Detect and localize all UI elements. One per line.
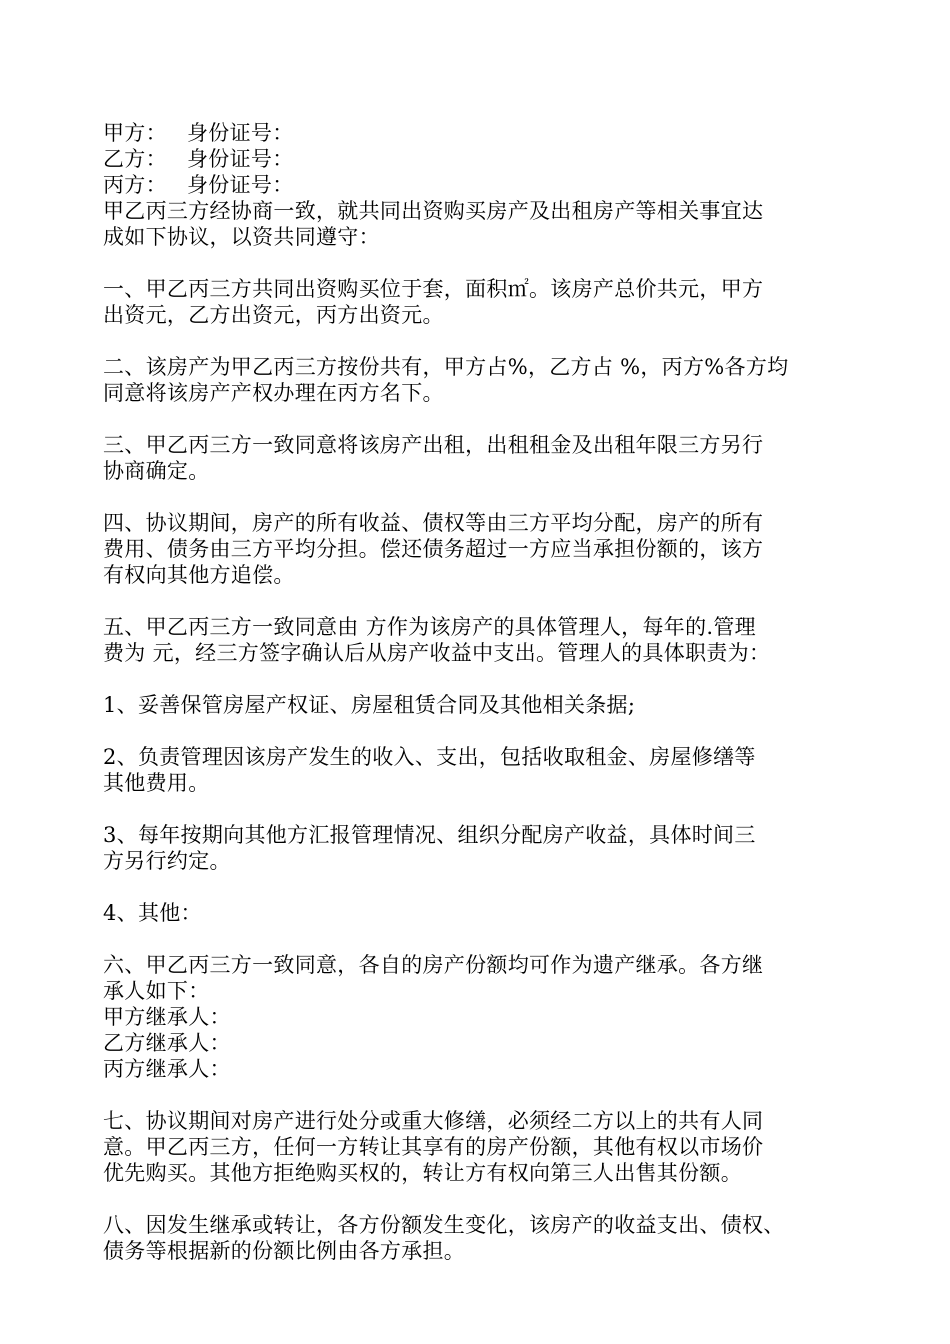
text-line: 2、负责管理因该房产发生的收入、支出，包括收取租金、房屋修缮等 — [103, 745, 756, 769]
text-line: 八、因发生继承或转让，各方份额发生变化，该房产的收益支出、债权、 — [103, 1213, 785, 1237]
party-label: 丙方： — [103, 173, 167, 197]
text-line: 二、该房产为甲乙丙三方按份共有，甲方占%，乙方占 %，丙方%各方均 — [103, 355, 789, 379]
text-line: 三、甲乙丙三方一致同意将该房产出租，出租租金及出租年限三方另行 — [103, 433, 764, 457]
text-line: 费为 元，经三方签字确认后从房产收益中支出。管理人的具体职责为： — [103, 641, 771, 665]
text-line: 承人如下： — [103, 979, 210, 1003]
text-line: 七、协议期间对房产进行处分或重大修缮，必须经二方以上的共有人同 — [103, 1109, 764, 1133]
text-line: 六、甲乙丙三方一致同意，各自的房产份额均可作为遗产继承。各方继 — [103, 953, 764, 977]
text-line: 有权向其他方追偿。 — [103, 563, 295, 587]
heir-line: 丙方继承人： — [103, 1057, 231, 1081]
clause-2 — [103, 354, 863, 406]
duty-1 — [103, 692, 863, 718]
intro-paragraph — [103, 198, 863, 250]
clause-4 — [103, 510, 863, 588]
party-label: 甲方： — [103, 121, 167, 145]
clause-8 — [103, 1212, 863, 1264]
text-line: 同意将该房产产权办理在丙方名下。 — [103, 381, 444, 405]
clause-7 — [103, 1108, 863, 1186]
party-row — [103, 172, 863, 198]
text-line: 4、其他： — [103, 901, 202, 925]
text-line: 方另行约定。 — [103, 849, 231, 873]
party-row — [103, 146, 863, 172]
text-line: 一、甲乙丙三方共同出资购买位于套，面积㎡。该房产总价共元，甲方 — [103, 277, 764, 301]
heir-line: 甲方继承人： — [103, 1005, 231, 1029]
heir-line: 乙方继承人： — [103, 1031, 231, 1055]
text-line: 四、协议期间，房产的所有收益、债权等由三方平均分配，房产的所有 — [103, 511, 764, 535]
text-line: 出资元，乙方出资元，丙方出资元。 — [103, 303, 444, 327]
party-label: 乙方： — [103, 147, 167, 171]
text-line: 1、妥善保管房屋产权证、房屋租赁合同及其他相关条据; — [103, 693, 636, 717]
text-line: 费用、债务由三方平均分担。偿还债务超过一方应当承担份额的，该方 — [103, 537, 764, 561]
clause-6 — [103, 952, 863, 1082]
clause-5 — [103, 614, 863, 666]
text-line: 协商确定。 — [103, 459, 210, 483]
id-number-label: 身份证号： — [187, 173, 294, 197]
text-line: 3、每年按期向其他方汇报管理情况、组织分配房产收益，具体时间三 — [103, 823, 756, 847]
contract-document — [103, 120, 863, 1264]
text-line: 五、甲乙丙三方一致同意由 方作为该房产的具体管理人，每年的.管理 — [103, 615, 756, 639]
text-line: 其他费用。 — [103, 771, 210, 795]
duty-3 — [103, 822, 863, 874]
id-number-label: 身份证号： — [187, 121, 294, 145]
id-number-label: 身份证号： — [187, 147, 294, 171]
party-row — [103, 120, 863, 146]
text-line: 成如下协议，以资共同遵守： — [103, 225, 380, 249]
text-line: 优先购买。其他方拒绝购买权的，转让方有权向第三人出售其份额。 — [103, 1161, 742, 1185]
clause-3 — [103, 432, 863, 484]
text-line: 甲乙丙三方经协商一致，就共同出资购买房产及出租房产等相关事宜达 — [103, 199, 764, 223]
text-line: 意。甲乙丙三方，任何一方转让其享有的房产份额，其他有权以市场价 — [103, 1135, 764, 1159]
party-list — [103, 120, 863, 198]
duty-4 — [103, 900, 863, 926]
clause-1 — [103, 276, 863, 328]
text-line: 债务等根据新的份额比例由各方承担。 — [103, 1239, 466, 1263]
duty-2 — [103, 744, 863, 796]
